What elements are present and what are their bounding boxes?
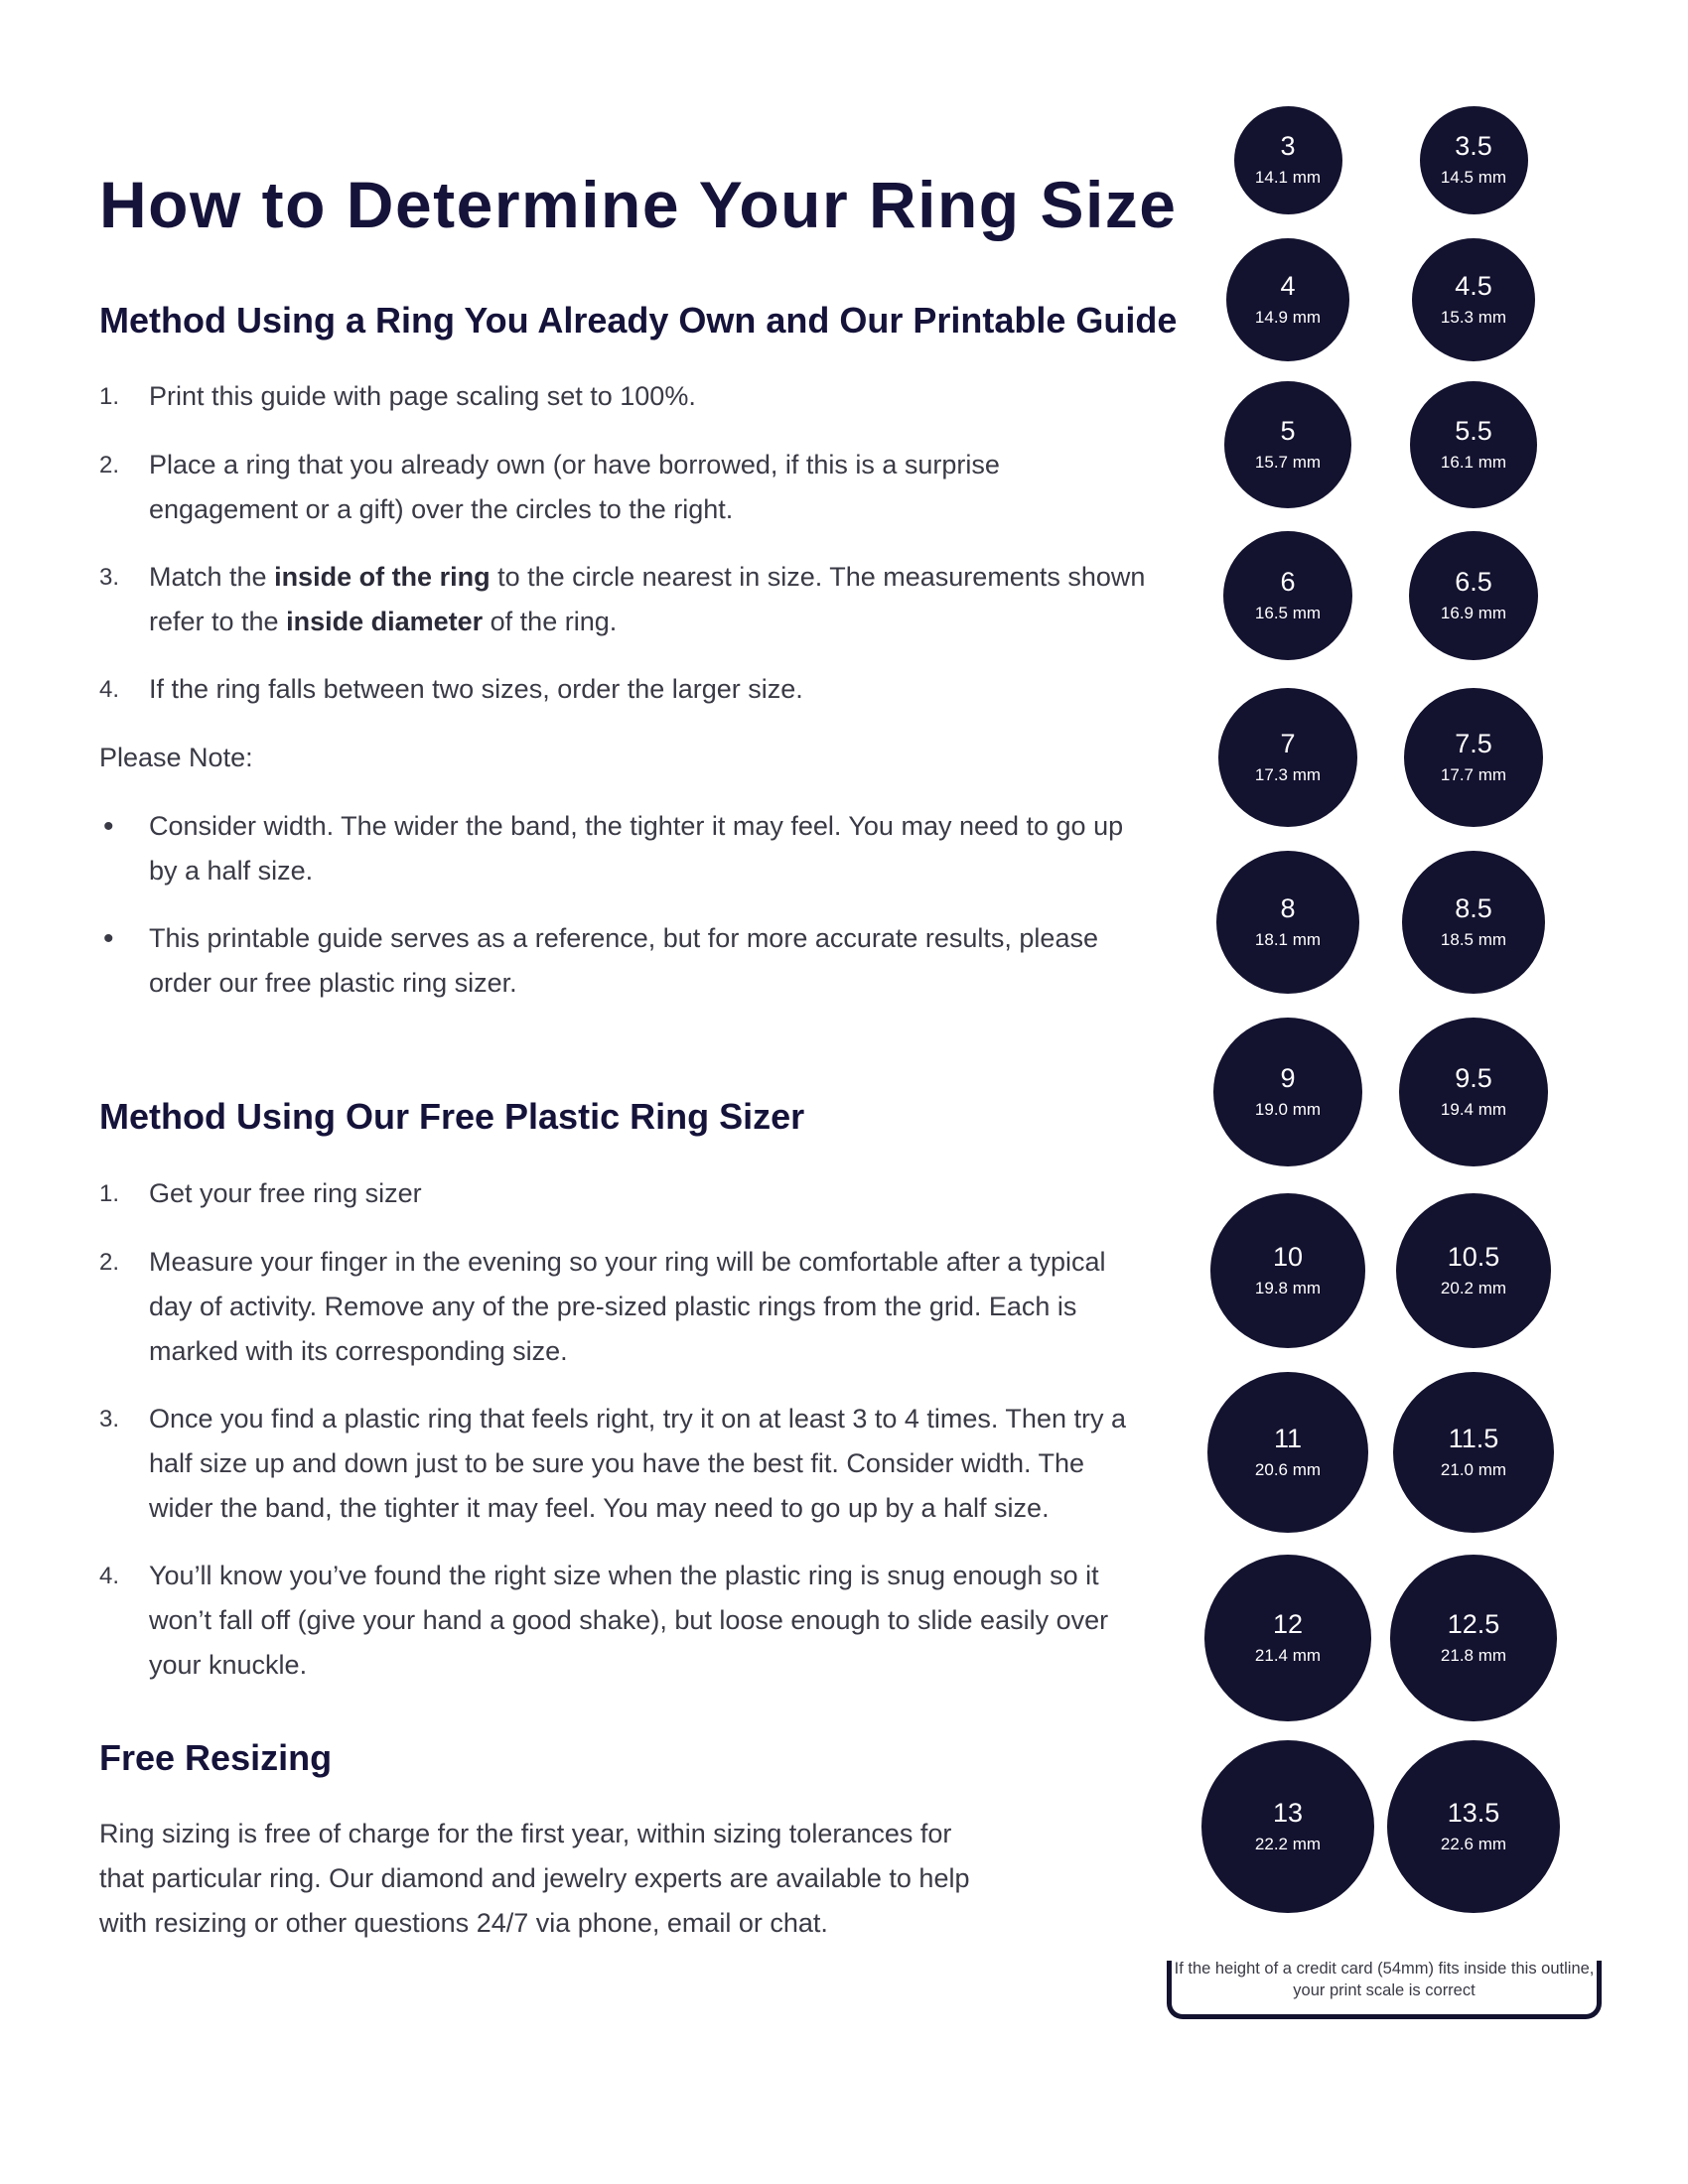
ring-size-circle <box>1213 1018 1362 1166</box>
section-heading-free-resizing: Free Resizing <box>99 1737 333 1778</box>
ring-diameter-label: 21.0 mm <box>1440 1460 1507 1479</box>
ring-diameter-label: 20.6 mm <box>1254 1460 1322 1479</box>
ring-size-circle <box>1404 688 1543 827</box>
note-label: Please Note: <box>99 743 253 772</box>
ring-diameter-label: 18.1 mm <box>1254 930 1322 949</box>
bold-text: inside diameter <box>286 607 484 636</box>
list-number: 2. <box>99 1249 120 1276</box>
ring-diameter-label: 21.8 mm <box>1440 1646 1507 1665</box>
ring-size-circle <box>1210 1193 1365 1348</box>
ring-size-label: 10 <box>1272 1242 1304 1272</box>
ring-diameter-label: 16.9 mm <box>1440 604 1507 622</box>
ring-size-label: 11.5 <box>1448 1424 1499 1453</box>
page-title: How to Determine Your Ring Size <box>99 168 1178 241</box>
ring-size-circle <box>1387 1740 1560 1913</box>
ring-diameter-label: 14.5 mm <box>1440 168 1507 187</box>
ring-diameter-label: 22.6 mm <box>1440 1835 1507 1853</box>
ring-size-circle <box>1399 1018 1548 1166</box>
bullet: • <box>103 810 114 843</box>
ring-size-label: 5 <box>1280 416 1296 446</box>
ring-size-circle <box>1201 1740 1374 1913</box>
ring-size-circle <box>1420 106 1528 214</box>
ring-size-circle <box>1204 1555 1371 1721</box>
list-text: Get your free ring sizer <box>149 1178 422 1208</box>
ring-size-label: 7.5 <box>1455 729 1492 758</box>
ring-size-label: 9 <box>1280 1063 1296 1093</box>
ring-size-circle <box>1218 688 1357 827</box>
ring-diameter-label: 19.8 mm <box>1254 1279 1322 1297</box>
ring-size-label: 3.5 <box>1455 131 1492 161</box>
list-number: 4. <box>99 676 120 703</box>
ring-size-circle <box>1226 238 1349 361</box>
ring-size-label: 7 <box>1280 729 1296 758</box>
list-number: 2. <box>99 452 120 478</box>
ring-size-circle <box>1393 1372 1554 1533</box>
ring-size-label: 13.5 <box>1447 1798 1500 1828</box>
ring-diameter-label: 14.9 mm <box>1254 308 1322 327</box>
ring-size-label: 12 <box>1272 1609 1304 1639</box>
ring-diameter-label: 15.3 mm <box>1440 308 1507 327</box>
ring-size-circle <box>1412 238 1535 361</box>
list-number: 3. <box>99 1406 120 1433</box>
list-number: 1. <box>99 383 120 410</box>
list-text: If the ring falls between two sizes, order the larger size. <box>149 674 803 704</box>
ring-size-label: 10.5 <box>1447 1242 1500 1272</box>
list-text: You’ll know you’ve found the right size when the plastic ring is snug enough so it won’t fall off (give your hand a good shake), but loose enough to slide easily over your knuckle. <box>149 1561 1109 1680</box>
ring-size-label: 4.5 <box>1455 271 1492 301</box>
list-number: 1. <box>99 1180 120 1207</box>
ring-diameter-label: 17.3 mm <box>1254 765 1322 784</box>
ring-diameter-label: 17.7 mm <box>1440 765 1507 784</box>
ring-size-circle <box>1216 851 1359 994</box>
ring-size-label: 4 <box>1280 271 1296 301</box>
ring-size-circle <box>1410 381 1537 508</box>
ring-size-circle <box>1234 106 1342 214</box>
ring-diameter-label: 19.0 mm <box>1254 1100 1322 1119</box>
list-text: Place a ring that you already own (or have borrowed, if this is a surprise engagement or a gift) over the circles to the right. <box>149 450 1000 524</box>
list-text: Match the inside of the ring to the circle nearest in size. The measurements shown refer to the inside diameter of the ring. <box>149 562 1146 636</box>
ring-diameter-label: 16.5 mm <box>1254 604 1322 622</box>
list-text: Measure your finger in the evening so your ring will be comfortable after a typical day of activity. Remove any of the pre-sized plastic rings from the grid. Each is marked with its corresponding size. <box>149 1247 1106 1366</box>
ring-diameter-label: 14.1 mm <box>1254 168 1322 187</box>
ring-diameter-label: 21.4 mm <box>1254 1646 1322 1665</box>
ring-size-label: 8.5 <box>1455 893 1492 923</box>
section-heading-printable-guide: Method Using a Ring You Already Own and Our Printable Guide <box>99 300 1178 341</box>
ring-size-label: 5.5 <box>1455 416 1492 446</box>
credit-card-note: If the height of a credit card (54mm) fits inside this outline, your print scale is correct <box>1174 1960 1595 1999</box>
ring-size-label: 13 <box>1272 1798 1304 1828</box>
ring-size-circle <box>1223 531 1352 660</box>
resizing-paragraph: Ring sizing is free of charge for the first year, within sizing tolerances for that particular ring. Our diamond and jewelry experts are available to help with resizing or other questions 24/7 via phone, email or chat. <box>99 1819 970 1938</box>
ring-size-circle <box>1396 1193 1551 1348</box>
ring-diameter-label: 20.2 mm <box>1440 1279 1507 1297</box>
ring-diameter-label: 16.1 mm <box>1440 453 1507 472</box>
list-number: 3. <box>99 564 120 591</box>
bullet: • <box>103 922 114 955</box>
ring-size-circle <box>1224 381 1351 508</box>
ring-diameter-label: 22.2 mm <box>1254 1835 1322 1853</box>
ring-size-circle <box>1207 1372 1368 1533</box>
ring-diameter-label: 19.4 mm <box>1440 1100 1507 1119</box>
ring-size-label: 3 <box>1280 131 1296 161</box>
note-text: Consider width. The wider the band, the tighter it may feel. You may need to go up by a half size. <box>149 811 1124 886</box>
ring-diameter-label: 18.5 mm <box>1440 930 1507 949</box>
ring-size-label: 6.5 <box>1455 567 1492 597</box>
section-heading-plastic-sizer: Method Using Our Free Plastic Ring Sizer <box>99 1096 805 1137</box>
ring-size-label: 8 <box>1280 893 1296 923</box>
list-text: Print this guide with page scaling set to 100%. <box>149 381 696 411</box>
list-text: Once you find a plastic ring that feels right, try it on at least 3 to 4 times. Then try a half size up and down just to be sure you have the best fit. Consider width. The wider the band, the tighter it may feel. You may need to go up by a half size. <box>149 1404 1126 1523</box>
ring-size-label: 9.5 <box>1455 1063 1492 1093</box>
ring-size-circle <box>1390 1555 1557 1721</box>
ring-size-label: 12.5 <box>1447 1609 1500 1639</box>
ring-size-circle <box>1409 531 1538 660</box>
note-text: This printable guide serves as a reference, but for more accurate results, please order our free plastic ring sizer. <box>149 923 1098 998</box>
ring-size-label: 6 <box>1280 567 1296 597</box>
ring-size-label: 11 <box>1273 1424 1303 1453</box>
bold-text: inside of the ring <box>274 562 491 592</box>
ring-diameter-label: 15.7 mm <box>1254 453 1322 472</box>
list-number: 4. <box>99 1563 120 1589</box>
ring-size-circle <box>1402 851 1545 994</box>
